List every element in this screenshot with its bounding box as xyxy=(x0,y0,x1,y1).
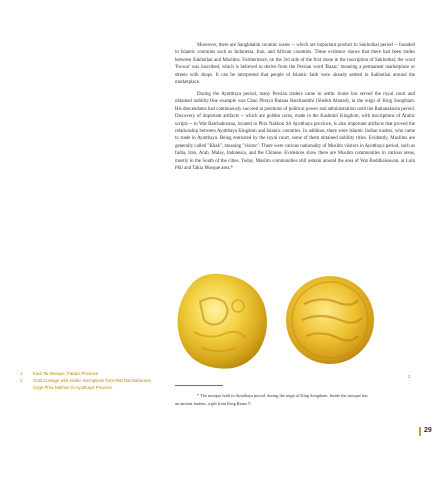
footnote-divider xyxy=(175,385,223,386)
figure-captions xyxy=(20,370,160,391)
gold-coins-image xyxy=(172,272,402,372)
caption-1: 1 Kudi Tai Mosque, Pattani Province xyxy=(20,371,99,376)
page-number: 29 xyxy=(424,427,432,434)
coin-left xyxy=(178,274,267,369)
figure-number-2: 2 xyxy=(408,374,411,379)
caption-2: 2 Gold Coinage with Arabic Inscriptions from Wat Ratchaburana Crypt Phra Nakhon Si Ayutthaya Province xyxy=(20,378,151,390)
footnote: * The mosque built in Ayutthaya period, during the reign of King Songtham. Inside the mosque has an ancient lantern, a gift from King Rama V xyxy=(175,393,368,406)
page-number-bar xyxy=(419,427,421,436)
main-text xyxy=(175,42,415,173)
coin-right xyxy=(286,276,374,364)
paragraph-1: Moreover, there are Sangkhalok ceramic wares -- which are important product in Sukhothai period -- founded in Islamic countries such as Indonesia, Iran, and African countries. These evidence shows that there had been trades between Sukhothai and Muslims. Furthermore, on the 3rd side of the first stone in the inscription of Sukhothai, the word 'Pa-sun' was inscribed, which is believed to derive from the Persian word 'Bazar,' meaning a permanent marketplace or streets with shops. It can be interpreted that people of Islamic faith were already settled in Sukhothai around the marketplace. xyxy=(175,43,415,86)
paragraph-2: During the Ayutthaya period, many Persian traders came to settle. Some has served the royal court and obtained nobility.One example was Chao Phraya Ratana Ratchasetthi (Sheikh Ahmad), in the reign of King Songtham. His descendants had continuously succeed in positions of political power and administration until the Rattanakosin period. Discovery of important artifacts -- which are golden coins, made in the Kashmiri Kingdom, with inscriptions of Arabic scripts -- in Wat Ratchaburana, located in Phra Nakhon Sri Ayutthaya province, is also important artifacts that proved the relationship between Ayutthaya Kingdom and Islamic countries. In addition, there were Islamic Indian traders, who came to trade in Ayutthaya. Being entrusted by the royal court, some of them obtained nobility titles. Evidently, Muslims are generally called "Khak", meaning "visitor". There were various nationality of Muslim visitors in Ayutthaya period, such as India, Iran, Arab, Malay, Indonesia, and the Chinese. Evidences show there are Muslim communities in various areas, mostly in the South of the cities. Today, Muslim communities still remain around the area of Wat Buddhaisawan, at Lum Phli and Takia Mosque area.* xyxy=(175,91,415,172)
